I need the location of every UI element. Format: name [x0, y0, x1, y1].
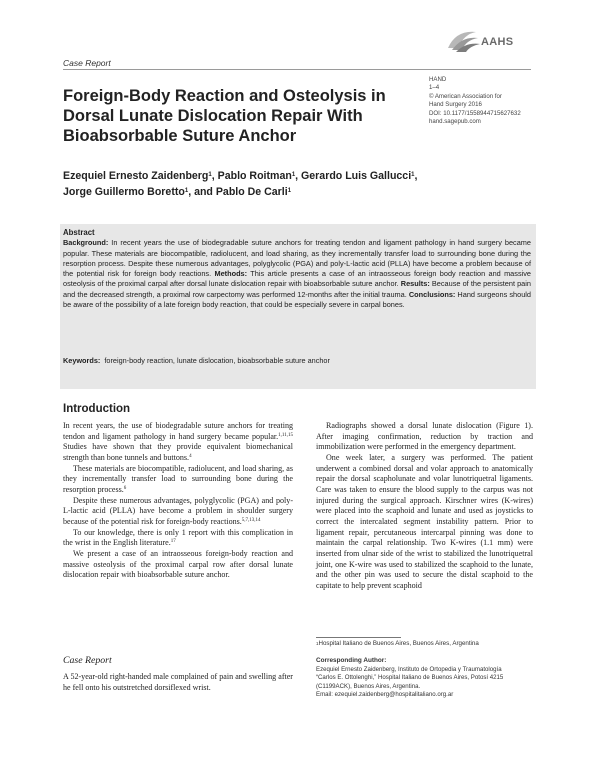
- corresponding-author-email[interactable]: Email: ezequiel.zaidenberg@hospitalitaliano.org.ar: [316, 691, 454, 699]
- affiliation-marker: 1: [291, 172, 296, 178]
- affiliation-marker: 1: [208, 172, 212, 178]
- section-label: Case Report: [63, 58, 111, 68]
- paragraph: [63, 528, 293, 549]
- affiliation-text: Hospital Italiano de Buenos Aires, Buenos Aires, Argentina: [318, 640, 479, 647]
- corresponding-author-line: (C1199ACK), Buenos Aires, Argentina.: [316, 682, 421, 690]
- journal-logo: [444, 26, 554, 56]
- abstract-methods-label: Methods:: [214, 269, 248, 279]
- affiliation-marker: 1: [411, 172, 415, 178]
- separator: ,: [211, 170, 218, 182]
- corresponding-author-line: “Carlos E. Ottolenghi,” Hospital Italiano de Buenos Aires, Potosí 4215: [316, 674, 504, 682]
- paragraph: [63, 496, 293, 528]
- journal-name: HAND: [429, 76, 447, 83]
- author-name: Jorge Guillermo Boretto: [63, 185, 185, 198]
- paragraph: [63, 549, 293, 581]
- journal-logo-icon: [444, 26, 484, 56]
- paragraph-text: These materials are biocompatible, radiolucent, and load sharing, as they incrementally transfer load to surrounding bone during the resorption process.: [63, 463, 293, 494]
- paragraph: A 52-year-old right-handed male complained of pain and swelling after he fell onto his outstretched dorsiflexed wrist.: [63, 672, 293, 692]
- doi[interactable]: DOI: 10.1177/1558944715627632: [429, 109, 521, 117]
- paragraph: [63, 464, 293, 496]
- keywords-text: foreign-body reaction, lunate dislocation, bioabsorbable suture anchor: [104, 356, 330, 365]
- citation[interactable]: 17: [170, 539, 176, 545]
- copyright-year: Hand Surgery 2016: [429, 101, 482, 109]
- introduction-heading: Introduction: [63, 403, 131, 415]
- corresponding-author-line: Ezequiel Ernesto Zaidenberg, Instituto de Ortopedia y Traumatología: [316, 665, 502, 673]
- abstract-conclusions-label: Conclusions:: [408, 289, 456, 299]
- paragraph: One week later, a surgery was performed. The patient underwent a combined dorsal and volar approach to anatomically repair the dorsal scapholunate and volar lunotriquetral ligaments. Care was taken to ensure the blood supply to the carpus was not injured during the surgical approach. Kirschner wires (K-wires) were placed into the scaphoid and lunate and used as joysticks to correct the intercalated segment instability pattern. Prior to ligament repair, percutaneous intercarpal pinning was done to maintain the carpal relationship. Two K-wires (1.1 mm) were inserted from ulnar side of the wrist to stabilized the lunotriquetral joint, one K-wire was used to stabilized the scaphoid to the lunate, and the other pin was used to secure the distal scaphoid to the capitate to help prevent scaphoid: [316, 452, 533, 590]
- journal-url[interactable]: hand.sagepub.com: [429, 118, 481, 126]
- corresponding-author-label: Corresponding Author:: [316, 657, 387, 664]
- footnote-divider: [316, 637, 401, 638]
- abstract-heading: Abstract: [63, 228, 95, 237]
- author-list: Ezequiel Ernesto Zaidenberg$^1$, Pablo Roitman$^1$, Gerardo Luis Gallucci$^1$, Jorge Guillermo Boretto$^1$, and Pablo De Carli$^1$: [63, 170, 418, 198]
- abstract: [63, 228, 531, 310]
- separator: ,: [295, 170, 302, 182]
- author-name: Gerardo Luis Gallucci: [301, 170, 412, 182]
- affiliation-marker: 1: [287, 187, 292, 194]
- paragraph-text: Studies have shown that they provide equivalent biomechanical strength than bone tunnels and buttons.: [63, 442, 293, 462]
- affiliation-marker: 1: [316, 641, 319, 646]
- abstract-background-text: In recent years the use of biodegradable suture anchors for treating tendon and ligament pathology in hand surgery became popular. These materials are biocompatible, radiolucent, and load sharing, as they incrementally transfer load to surrounding bone during the resorption process. Despite these numerous advantages, polyglycolic (PGA) and poly-L-lactic acid (PLLA) have become a problem because of the potential risk for foreign body reactions.: [63, 238, 531, 279]
- paragraph-text: To our knowledge, there is only 1 report with this complication in the wrist in the English literature.: [63, 527, 293, 548]
- abstract-conclusions-text: Hand surgeons should be aware of the possibility of a late foreign body reaction, that could be especially severe in carpal bones.: [63, 289, 531, 310]
- abstract-background-label: Background:: [63, 238, 109, 248]
- citation[interactable]: 5,7,13,14: [241, 517, 261, 523]
- journal-logo-text: AAHS: [481, 36, 514, 48]
- right-column-body: [316, 421, 533, 592]
- author-name: Ezequiel Ernesto Zaidenberg: [63, 170, 209, 182]
- abstract-results-label: Results:: [400, 279, 430, 289]
- introduction-body: [63, 421, 293, 581]
- abstract-body: [63, 238, 531, 310]
- author-name: Pablo Roitman: [217, 170, 292, 182]
- abstract-methods-text: This article presents a case of an intraosseous foreign body reaction and massive osteolysis of the proximal carpal after dorsal lunate dislocation repair with bioabsorbable suture anchor.: [63, 269, 532, 289]
- paragraph-text: Despite these numerous advantages, polyglycolic (PGA) and poly-L-lactic acid (PLLA) have become a problem in shoulder surgery because of the potential risk for foreign-body reactions.: [63, 495, 293, 526]
- article-title: Foreign-Body Reaction and Osteolysis in Dorsal Lunate Dislocation Repair With Bioabsorbable Suture Anchor: [63, 87, 386, 145]
- paragraph: [63, 421, 293, 464]
- header-divider: [63, 69, 531, 70]
- affiliation-footnote: [316, 640, 533, 648]
- paragraph: Radiographs showed a dorsal lunate dislocation (Figure 1). After imaging confirmation, reduction by traction and immobilization were performed in the emergency department.: [316, 421, 533, 452]
- paragraph-text: In recent years, the use of biodegradable suture anchors for treating tendon and ligament pathology in hand surgery became popular.: [63, 421, 293, 441]
- citation[interactable]: 4: [189, 453, 192, 459]
- publication-info: [429, 76, 569, 126]
- case-report-body: [63, 672, 293, 693]
- author-name: Pablo De Carli: [215, 185, 288, 198]
- page-range: 1–4: [429, 84, 440, 92]
- citation[interactable]: 6: [123, 485, 127, 491]
- citation[interactable]: 1,11,15: [278, 432, 293, 438]
- paragraph-text: We present a case of an intraosseous foreign-body reaction and massive osteolysis of the proximal carpal row after dorsal lunate dislocation repair with bioabsorbable suture anchor.: [63, 548, 293, 580]
- separator: , and: [188, 185, 216, 198]
- copyright-line: © American Association for: [429, 92, 502, 100]
- abstract-results-text: Because of the persistent pain and the decreased strength, a proximal row carpectomy was performed 12-months after the initial trauma.: [63, 279, 531, 299]
- keywords-label: Keywords:: [63, 356, 101, 365]
- case-report-heading: Case Report: [63, 655, 112, 666]
- keywords: [63, 356, 533, 365]
- affiliation-marker: 1: [184, 187, 189, 194]
- corresponding-author: [316, 657, 533, 700]
